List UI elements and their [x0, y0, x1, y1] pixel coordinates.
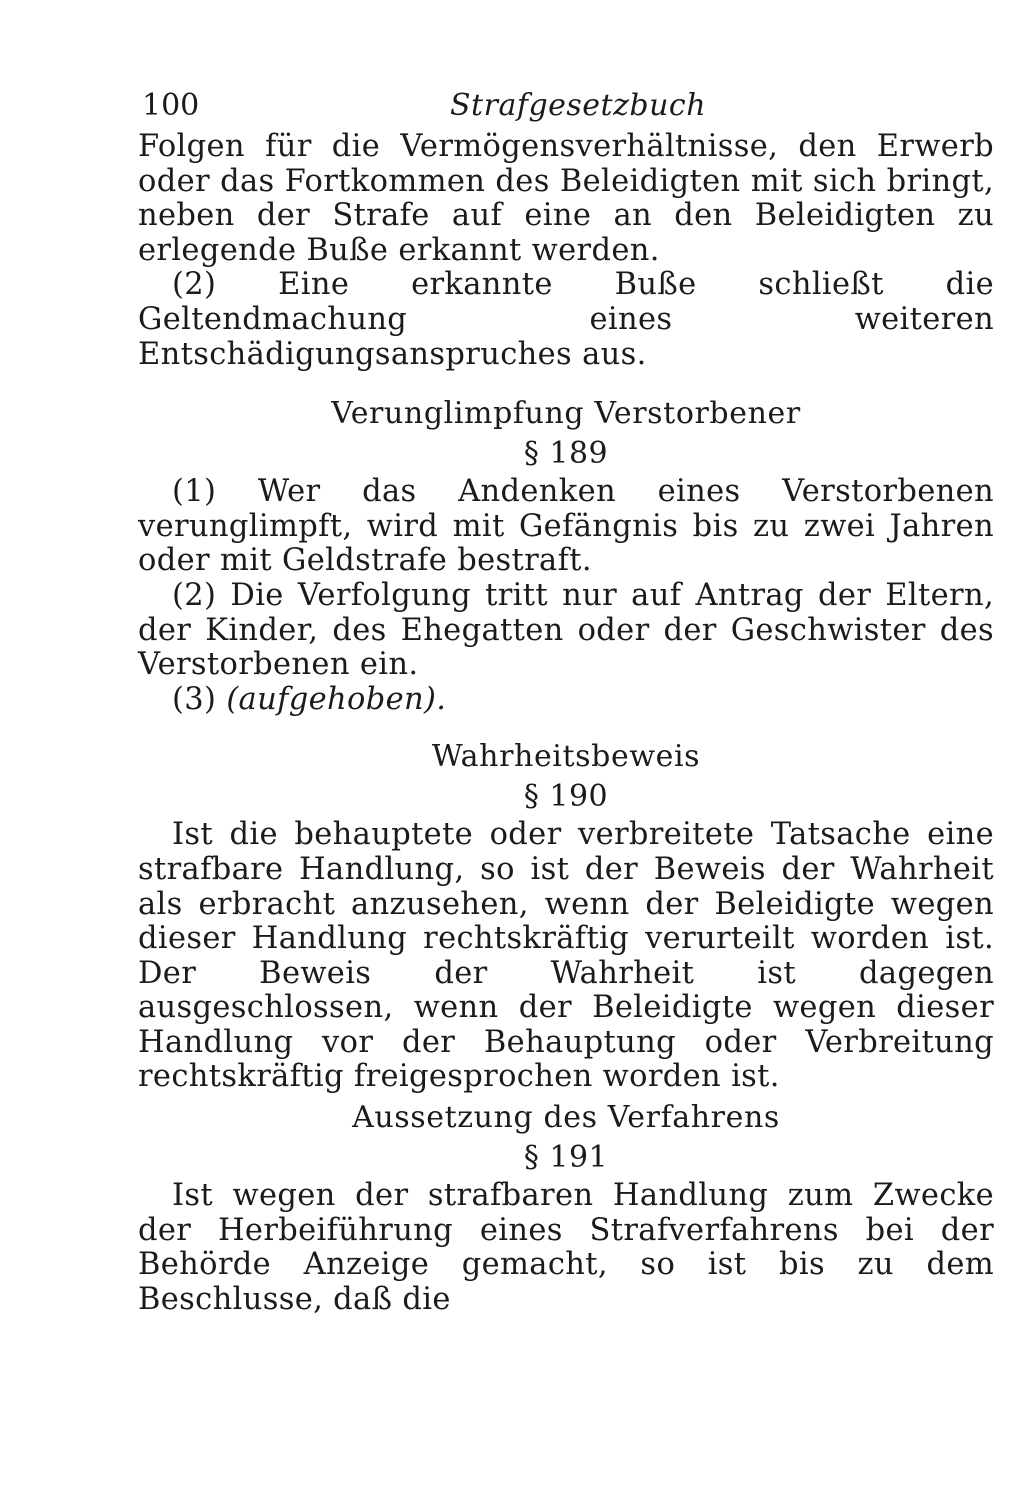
- paragraph-number-190: § 190: [523, 779, 609, 815]
- carryover-subsection-2: (2) Eine erkannte Buße schließt die Geltendmachung eines weiteren Entschädigungsanspruches aus.: [138, 267, 994, 372]
- subsection-189-3-number: (3): [172, 681, 217, 717]
- page-number: 100: [142, 88, 200, 123]
- subsection-189-3: [138, 683, 994, 718]
- section-heading-190: Wahrheitsbeweis: [431, 739, 701, 775]
- subsection-189-1: (1) Wer das Andenken eines Verstorbenen verunglimpft, wird mit Gefängnis bis zu zwei Jahren oder mit Geldstrafe bestraft.: [138, 474, 994, 579]
- document-page: [138, 82, 994, 1317]
- book-title: Strafgesetzbuch: [450, 88, 707, 123]
- section-heading-191: Aussetzung des Verfahrens: [352, 1100, 780, 1136]
- carryover-paragraph: Folgen für die Vermögensverhältnisse, den Erwerb oder das Fortkommen des Beleidigten mit sich bringt, neben der Strafe auf eine an den Beleidigten zu erlegende Buße erkannt werden.: [138, 129, 994, 268]
- running-head: [138, 82, 994, 130]
- subsection-189-2: (2) Die Verfolgung tritt nur auf Antrag der Eltern, der Kinder, des Ehegatten oder der Geschwister des Verstorbenen ein.: [138, 577, 994, 683]
- section-heading-189: Verunglimpfung Verstorbener: [331, 396, 801, 432]
- paragraph-number-191: § 191: [523, 1140, 609, 1176]
- section-191-text: Ist wegen der strafbaren Handlung zum Zwecke der Herbeiführung eines Strafverfahrens bei der Behörde Anzeige gemacht, so ist bis zu dem Beschlusse, daß die: [138, 1178, 994, 1317]
- subsection-189-3-text: (aufgehoben).: [226, 681, 447, 717]
- paragraph-number-189: § 189: [523, 436, 609, 472]
- section-190-text: Ist die behauptete oder verbreitete Tatsache eine strafbare Handlung, so ist der Beweis der Wahrheit als erbracht anzusehen, wenn der Beleidigte wegen dieser Handlung rechtskräftig verurteilt worden ist. Der Beweis der Wahrheit ist dagegen ausgeschlossen, wenn der Beleidigte wegen dieser Handlung vor der Behauptung oder Verbreitung rechtskräftig freigesprochen worden ist.: [138, 817, 994, 1095]
